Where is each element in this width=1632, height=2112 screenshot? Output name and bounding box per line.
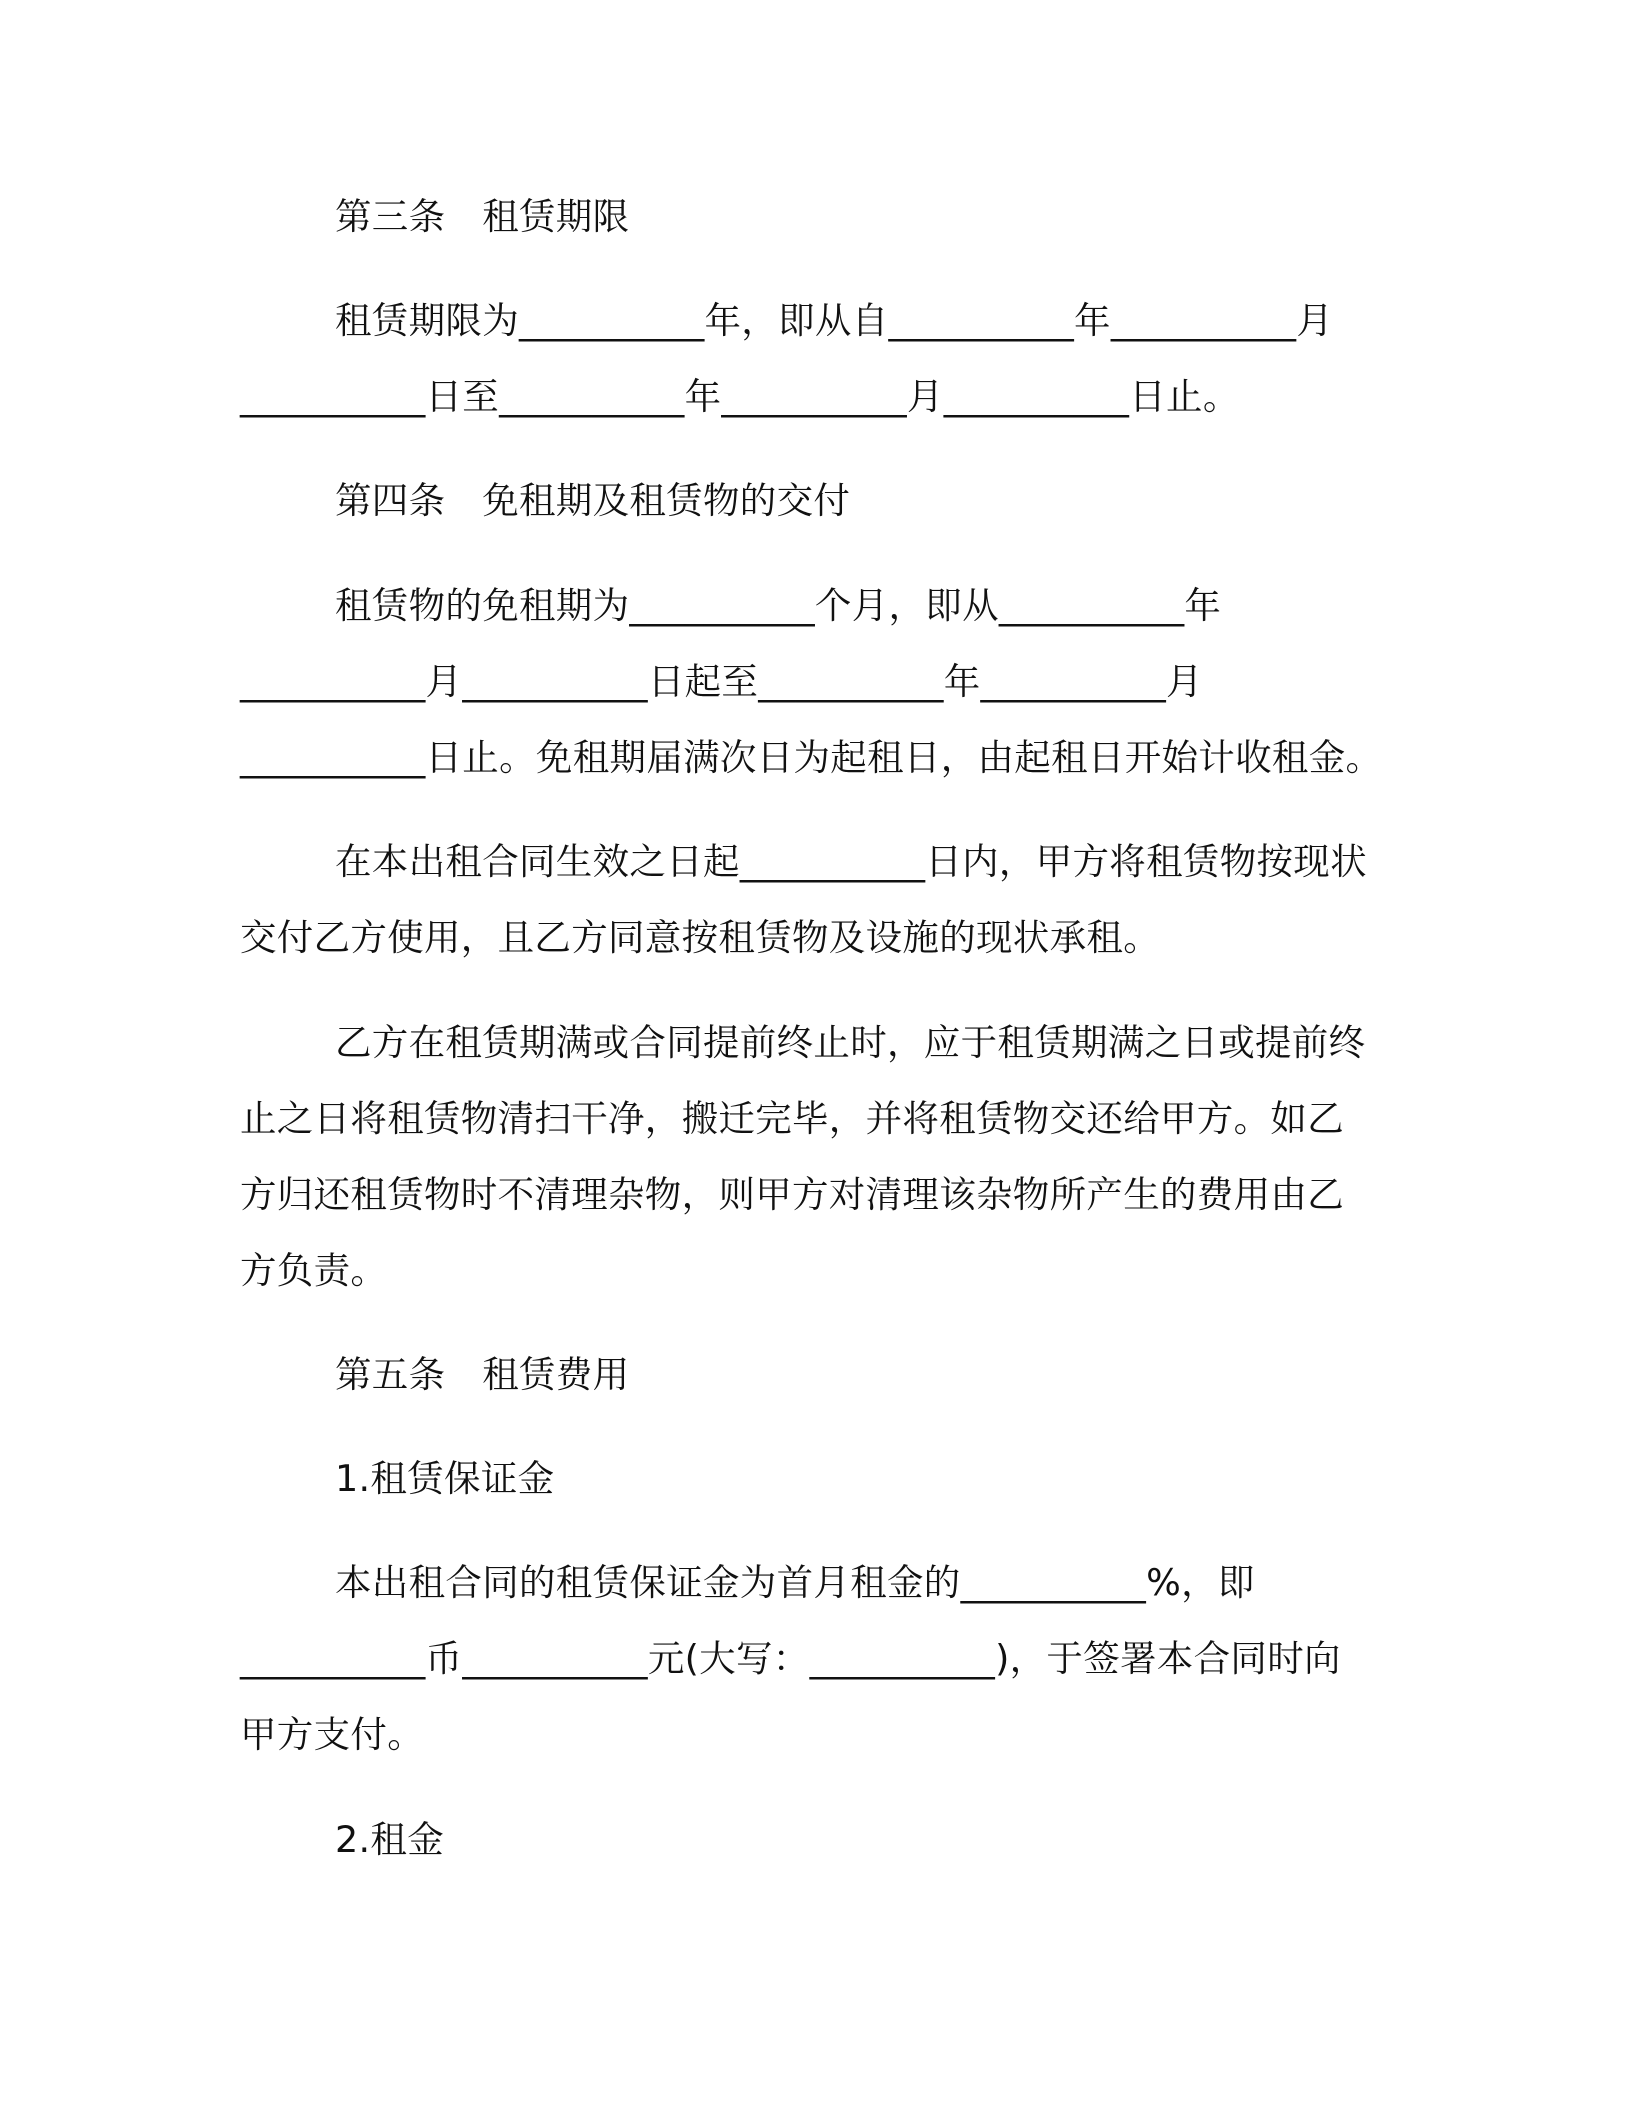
article-4-heading: 第四条 免租期及租赁物的交付 [335, 479, 851, 522]
blank: __________ [462, 1637, 648, 1680]
article-4-p1-line-3 [240, 733, 1392, 783]
article-3-paragraph-line-1 [335, 296, 1392, 346]
blank: __________ [240, 736, 426, 779]
blank: __________ [629, 584, 815, 627]
blank: __________ [809, 1637, 996, 1680]
article-4-p2-line-2: 交付乙方使用，且乙方同意按租赁物及设施的现状承租。 [240, 916, 1160, 959]
text: )，于签署本合同时向 [995, 1637, 1341, 1680]
blank: __________ [888, 299, 1074, 342]
text: 月 [425, 660, 463, 703]
blank: __________ [998, 584, 1185, 627]
text: 元(大写： [647, 1637, 810, 1680]
section-2-heading: 2.租金 [335, 1818, 445, 1861]
text: 本出租合同的租赁保证金为首月租金的 [335, 1561, 961, 1604]
blank: __________ [240, 375, 426, 418]
blank: __________ [739, 840, 926, 883]
text: 在本出租合同生效之日起 [335, 840, 740, 883]
text: 币 [425, 1637, 463, 1680]
text: 日止。免租期届满次日为起租日，由起租日开始计收租金。 [425, 736, 1383, 779]
blank: __________ [240, 660, 426, 703]
article-5-heading: 第五条 租赁费用 [335, 1353, 630, 1396]
section-1-line-2 [240, 1634, 1392, 1684]
text: 月 [906, 375, 944, 418]
article-4-p1-line-2 [240, 657, 1392, 707]
article-3-heading: 第三条 租赁期限 [335, 195, 630, 238]
blank: __________ [1110, 299, 1297, 342]
text: 年 [1184, 584, 1222, 627]
article-4-p3-line-4: 方负责。 [240, 1249, 388, 1292]
article-4-p2-line-1 [335, 837, 1392, 887]
text: 年 [1074, 299, 1111, 342]
text: 日至 [425, 375, 500, 418]
section-1-line-3: 甲方支付。 [240, 1713, 424, 1756]
blank: __________ [943, 375, 1130, 418]
article-4-p3-line-3: 方归还租赁物时不清理杂物，则甲方对清理该杂物所产生的费用由乙 [240, 1173, 1344, 1216]
text: 日内，甲方将租赁物按现状 [925, 840, 1367, 883]
blank: __________ [462, 660, 648, 703]
text: 日止。 [1129, 375, 1240, 418]
article-3-paragraph-line-2 [240, 372, 1392, 422]
section-1-line-1 [335, 1558, 1392, 1608]
text: %，即 [1146, 1561, 1255, 1604]
blank: __________ [721, 375, 907, 418]
article-4-p3-line-1: 乙方在租赁期满或合同提前终止时，应于租赁期满之日或提前终 [335, 1021, 1366, 1064]
blank: __________ [240, 1637, 426, 1680]
text: 年 [943, 660, 981, 703]
text: 年，即从自 [704, 299, 889, 342]
blank: __________ [758, 660, 944, 703]
text: 租赁期限为 [335, 299, 519, 342]
text: 年 [684, 375, 722, 418]
section-1-heading: 1.租赁保证金 [335, 1457, 555, 1500]
blank: __________ [980, 660, 1167, 703]
text: 个月，即从 [814, 584, 999, 627]
article-4-p1-line-1 [335, 581, 1392, 631]
text: 月 [1166, 660, 1203, 703]
blank: __________ [960, 1561, 1147, 1604]
text: 租赁物的免租期为 [335, 584, 630, 627]
article-4-p3-line-2: 止之日将租赁物清扫干净，搬迁完毕，并将租赁物交还给甲方。如乙 [240, 1097, 1344, 1140]
blank: __________ [499, 375, 685, 418]
text: 日起至 [647, 660, 759, 703]
blank: __________ [519, 299, 705, 342]
text: 月 [1296, 299, 1334, 342]
